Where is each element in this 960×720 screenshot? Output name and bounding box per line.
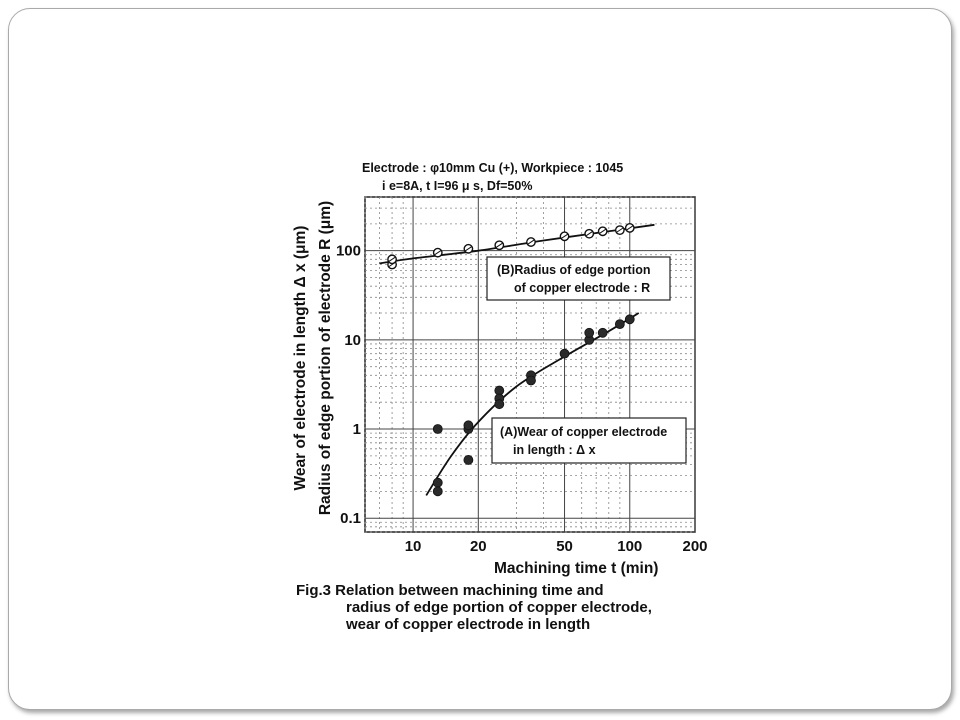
x-tick-label: 200 <box>682 538 708 555</box>
wear-point <box>464 421 473 430</box>
caption-line1: Fig.3 Relation between machining time and <box>296 582 604 599</box>
x-tick-label: 10 <box>404 538 422 555</box>
legend-a-line1: (A)Wear of copper electrode <box>500 425 668 439</box>
y-axis-title-outer: Wear of electrode in length Δ x (μm) <box>292 225 309 491</box>
wear-point <box>585 328 594 337</box>
wear-point <box>433 487 442 496</box>
y-tick-label: 10 <box>344 331 361 349</box>
wear-point <box>464 455 473 464</box>
x-axis-title: Machining time t (min) <box>494 560 659 577</box>
y-axis-title-inner: Radius of edge portion of electrode R (μm) <box>317 200 334 516</box>
wear-point <box>433 425 442 434</box>
y-tick-label: 100 <box>335 242 361 260</box>
legend-b-line1: (B)Radius of edge portion <box>497 263 651 277</box>
x-tick-label: 50 <box>556 538 573 555</box>
legend-b-line2: of copper electrode : R <box>514 281 651 295</box>
wear-point <box>598 328 607 337</box>
wear-point <box>615 320 624 329</box>
y-tick-label: 1 <box>352 421 361 439</box>
caption-line2: radius of edge portion of copper electrode, <box>346 599 652 616</box>
wear-point <box>433 478 442 487</box>
chart-header-line2: i e=8A, t I=96 μ s, Df=50% <box>382 179 533 193</box>
wear-point <box>560 349 569 358</box>
caption-line3: wear of copper electrode in length <box>346 616 591 633</box>
x-tick-label: 100 <box>617 538 643 555</box>
chart-header-line1: Electrode : φ10mm Cu (+), Workpiece : 1045 <box>362 161 624 175</box>
wear-point <box>526 376 535 385</box>
wear-point <box>495 400 504 409</box>
y-tick-label: 0.1 <box>340 510 361 528</box>
legend-a-line2: in length : Δ x <box>513 443 596 457</box>
x-tick-label: 20 <box>469 538 487 555</box>
wear-point <box>625 315 634 324</box>
plot-area <box>365 197 695 532</box>
